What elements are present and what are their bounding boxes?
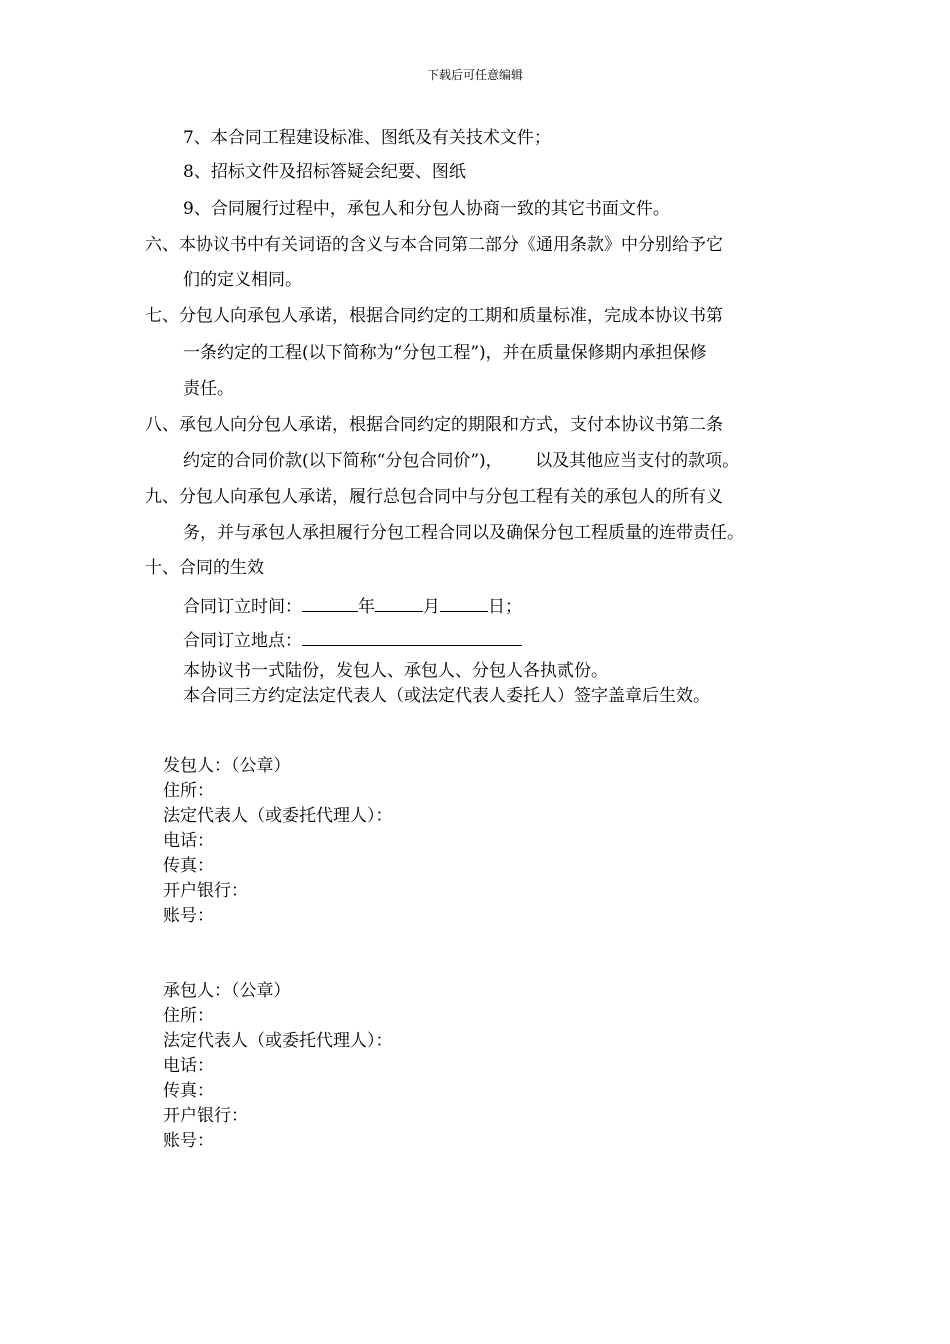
clause-8: 8、招标文件及招标答疑会纪要、图纸 — [183, 162, 466, 182]
page-header: 下载后可任意编辑 — [426, 68, 523, 82]
employer-fax-label: 传真： — [163, 856, 214, 876]
day-label: 日； — [488, 597, 522, 617]
contractor-bank-label: 开户银行： — [163, 1106, 248, 1126]
sign-time-label: 合同订立时间： — [183, 597, 302, 617]
effective-note: 本合同三方约定法定代表人（或法定代表人委托人）签字盖章后生效。 — [183, 686, 710, 706]
section-7-line-1: 七、分包人向承包人承诺，根据合同约定的工期和质量标准，完成本协议书第 — [145, 306, 723, 326]
clause-7: 7、本合同工程建设标准、图纸及有关技术文件； — [183, 128, 551, 148]
sign-time-row — [183, 594, 522, 617]
employer-bank-label: 开户银行： — [163, 881, 248, 901]
section-7-line-2: 一条约定的工程(以下简称为“分包工程”)，并在质量保修期内承担保修 — [183, 343, 707, 363]
section-10-title: 十、合同的生效 — [145, 558, 264, 578]
employer-title: 发包人：（公章） — [163, 756, 291, 776]
contractor-rep-label: 法定代表人（或委托代理人）： — [163, 1031, 393, 1051]
section-8-line-1: 八、承包人向分包人承诺，根据合同约定的期限和方式，支付本协议书第二条 — [145, 415, 723, 435]
year-blank — [302, 594, 358, 612]
section-6-line-1: 六、本协议书中有关词语的含义与本合同第二部分《通用条款》中分别给予它 — [145, 235, 723, 255]
day-blank — [440, 594, 488, 612]
clause-9: 9、合同履行过程中，承包人和分包人协商一致的其它书面文件。 — [183, 199, 670, 219]
section-9-line-2: 务，并与承包人承担履行分包工程合同以及确保分包工程质量的连带责任。 — [183, 523, 744, 543]
copies-note: 本协议书一式陆份，发包人、承包人、分包人各执贰份。 — [183, 661, 608, 681]
sign-place-label: 合同订立地点： — [183, 631, 302, 651]
section-6-line-2: 们的定义相同。 — [183, 270, 302, 290]
employer-address-label: 住所： — [163, 781, 214, 801]
section-7-line-3: 责任。 — [183, 379, 234, 399]
contractor-fax-label: 传真： — [163, 1081, 214, 1101]
year-label: 年 — [358, 597, 375, 617]
contractor-address-label: 住所： — [163, 1006, 214, 1026]
section-8-line-2: 约定的合同价款(以下简称“分包合同价”)， 以及其他应当支付的款项。 — [183, 451, 740, 471]
month-label: 月 — [423, 597, 440, 617]
employer-account-label: 账号： — [163, 906, 214, 926]
section-9-line-1: 九、分包人向承包人承诺，履行总包合同中与分包工程有关的承包人的所有义 — [145, 487, 723, 507]
contractor-account-label: 账号： — [163, 1131, 214, 1151]
employer-phone-label: 电话： — [163, 831, 214, 851]
sign-place-row — [183, 628, 522, 651]
place-blank — [302, 628, 522, 646]
contractor-title: 承包人：（公章） — [163, 981, 291, 1001]
employer-rep-label: 法定代表人（或委托代理人）： — [163, 806, 393, 826]
contractor-phone-label: 电话： — [163, 1056, 214, 1076]
month-blank — [375, 594, 423, 612]
